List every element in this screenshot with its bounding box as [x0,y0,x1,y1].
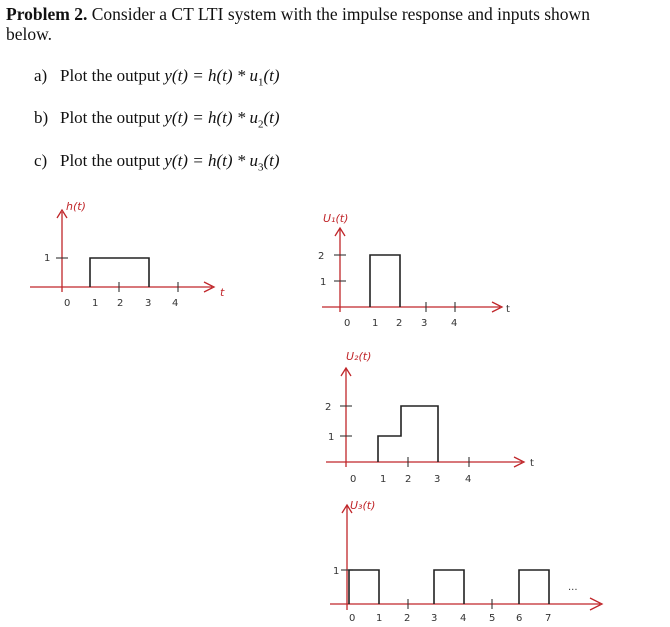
u2-title: U₂(t) [346,350,372,363]
u1-xtick-1: 1 [372,318,379,329]
u1-title: U₁(t) [323,212,349,225]
u3-xtick-1: 1 [376,613,383,624]
u3-xtick-6: 6 [516,613,523,624]
u2-sketch [325,350,534,485]
u3-xtick-7: 7 [545,613,552,624]
u3-title: U₃(t) [350,499,376,512]
u2-xtick-4: 4 [465,474,472,485]
part-label: b) [34,108,49,127]
u3-xtick-0: 0 [349,613,356,624]
u1-ytick-1: 1 [320,277,327,288]
u1-ytick-2: 2 [318,251,325,262]
u1-sketch [318,212,510,329]
problem-text-continued: below. [6,24,53,44]
u1-t-label: t [506,304,510,315]
u2-staircase [378,406,438,462]
u2-xtick-1: 1 [380,474,387,485]
u1-xtick-2: 2 [396,318,403,329]
u3-xtick-4: 4 [460,613,467,624]
u1-xtick-0: 0 [344,318,351,329]
part-a: a) Plot the output $y(t) = h(t) * u_1(t)$ [34,66,280,89]
u3-pulse-1 [349,570,379,604]
h-xtick-2: 2 [117,298,124,309]
h-xtick-1: 1 [92,298,99,309]
u2-xtick-2: 2 [405,474,412,485]
u1-pulse [370,255,400,307]
u3-xtick-5: 5 [489,613,496,624]
part-c: c) Plot the output $y(t) = h(t) * u_3(t)$ [34,151,280,174]
h-xtick-3: 3 [145,298,152,309]
u2-xtick-0: 0 [350,474,357,485]
u1-xtick-4: 4 [451,318,458,329]
u3-xtick-2: 2 [404,613,411,624]
part-label: a) [34,66,48,85]
problem-text: Consider a CT LTI system with the impulse response and inputs shown [87,4,590,24]
part-label: c) [34,151,48,170]
part-b: b) Plot the output $y(t) = h(t) * u_2(t)$ [34,108,280,131]
u3-pulse-3 [519,570,549,604]
u2-xtick-3: 3 [434,474,441,485]
problem-number: Problem 2. [6,4,88,24]
u1-xtick-3: 3 [421,318,428,329]
h-xtick-4: 4 [172,298,179,309]
u3-pulse-2 [434,570,464,604]
u2-ytick-1: 1 [328,432,335,443]
u3-xtick-3: 3 [431,613,438,624]
u2-ytick-2: 2 [325,402,332,413]
h-xtick-0: 0 [64,298,71,309]
u2-t-label: t [530,458,534,469]
u3-sketch [330,499,602,624]
u3-ytick-1: 1 [333,566,340,577]
h-sketch [30,200,225,309]
h-ytick-1: 1 [44,253,51,264]
h-t-label: t [220,286,225,299]
u3-ellipsis: ... [568,582,578,593]
h-title: h(t) [66,200,86,213]
